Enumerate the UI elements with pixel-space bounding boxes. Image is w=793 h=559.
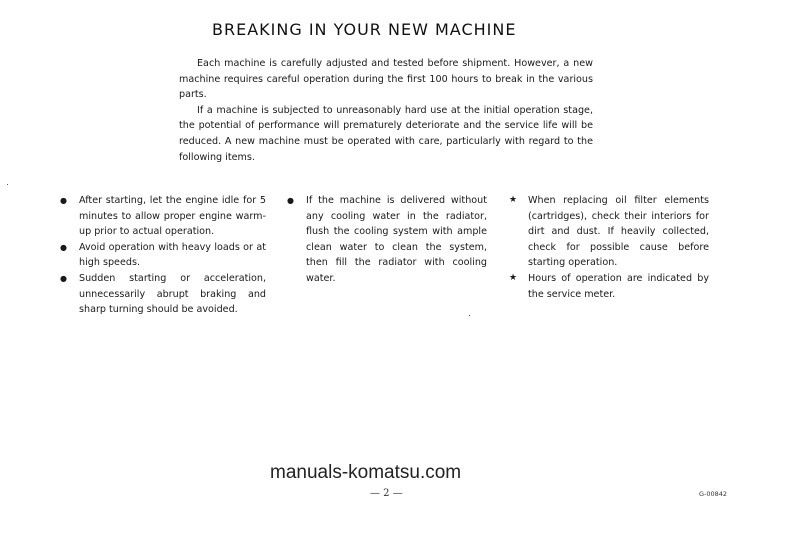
list-item (60, 271, 266, 318)
list-item-text: If the machine is delivered without any cooling water in the radiator, flush the cooling system with ample clean water to clean the system, then fill the radiator with cooling water. (306, 195, 487, 284)
list-item (60, 193, 266, 240)
scan-speck (469, 315, 470, 316)
document-code: G-00842 (699, 490, 728, 498)
list-item-text: Avoid operation with heavy loads or at high speeds. (79, 241, 266, 269)
list-item (509, 271, 709, 302)
intro-paragraph: Each machine is carefully adjusted and tested before shipment. However, a new machine requires careful operation during the first 100 hours to break in the various parts. (179, 58, 593, 101)
bullet-icon: ● (287, 196, 294, 205)
bullet-icon: ● (60, 242, 67, 252)
page-number: — 2 — (370, 488, 403, 499)
star-icon: ★ (509, 195, 518, 205)
bullet-icon: ● (60, 273, 67, 283)
column-middle (287, 193, 487, 287)
website-watermark: manuals-komatsu.com (270, 462, 462, 483)
page-title: BREAKING IN YOUR NEW MACHINE (212, 20, 517, 39)
intro-text (179, 56, 593, 165)
list-item-text: When replacing oil filter elements (cartridges), check their interiors for dirt and dust. If heavily collected, check for possible cause before starting operation. (528, 195, 709, 269)
list-item (509, 193, 709, 271)
list-item-text: Sudden starting or acceleration, unnecessarily abrupt braking and sharp turning should be avoided. (79, 272, 266, 316)
list-item (60, 240, 266, 271)
scan-speck (7, 184, 8, 185)
column-right (509, 193, 709, 302)
column-left (60, 193, 266, 318)
bullet-icon: ● (60, 196, 67, 205)
star-icon: ★ (509, 272, 518, 283)
list-item-text: After starting, let the engine idle for 5 minutes to allow proper engine warm-up prior to actual operation. (79, 195, 266, 238)
list-item-text: Hours of operation are indicated by the service meter. (528, 272, 709, 300)
list-item (287, 193, 487, 287)
intro-paragraph: If a machine is subjected to unreasonably hard use at the initial operation stage, the potential of performance will prematurely deteriorate and the service life will be reduced. A new machine must be operated with care, particularly with regard to the following items. (179, 104, 593, 163)
